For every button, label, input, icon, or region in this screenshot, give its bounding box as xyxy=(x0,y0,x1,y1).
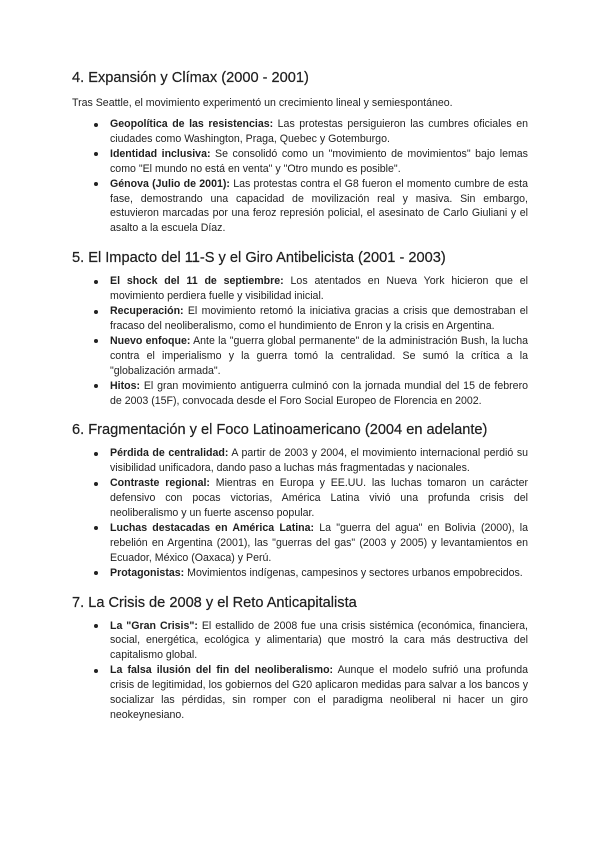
section-title: 6. Fragmentación y el Foco Latinoamericano (2004 en adelante) xyxy=(72,422,488,439)
list-item-text: Los atentados en Nueva York hicieron que el movimiento perdiera fuelle y visibilidad inicial. xyxy=(110,275,528,303)
list-item xyxy=(110,446,528,476)
list-item xyxy=(110,334,528,379)
list-item-text: El movimiento retomó la iniciativa gracias a crisis que demostraban el fracaso del neoliberalismo, como el hundimiento de Enron y la crisis en Argentina. xyxy=(110,305,528,332)
section-title: 4. Expansión y Clímax (2000 - 2001) xyxy=(72,70,309,86)
list-item xyxy=(110,147,528,177)
list-item xyxy=(110,663,528,723)
list-item-text: Mientras en Europa y EE.UU. las luchas tomaron un carácter defensivo con pocas victorias, América Latina vivió una profunda crisis del neoliberalismo y un fuerte ascenso popular. xyxy=(110,477,529,520)
list-item-text: El gran movimiento antiguerra culminó con la jornada mundial del 15 de febrero de 2003 (15F), convocada desde el Foro Social Europeo de Florencia en 2002. xyxy=(110,379,528,407)
list-item xyxy=(110,566,528,581)
list-item-text: El estallido de 2008 fue una crisis sistémica (económica, financiera, social, energética, ecológica y alimentaria) que mostró la cara más destructiva del capitalismo global. xyxy=(110,619,528,662)
list-item-term: Geopolítica de las resistencias: xyxy=(110,118,274,130)
section-title: 5. El Impacto del 11-S y el Giro Antibelicista (2001 - 2003) xyxy=(72,250,446,267)
list-item-term: Identidad inclusiva: xyxy=(110,147,211,160)
list-item-term: La falsa ilusión del fin del neoliberalismo: xyxy=(110,664,334,677)
list-item xyxy=(110,619,528,664)
list-item-term: Protagonistas: xyxy=(110,566,185,579)
list-item-text: Las protestas contra el G8 fueron el momento cumbre de esta fase, demostrando una capacidad de movilización real y masiva. Sin embargo, estuvieron marcadas por una feroz represión policial, el asesinato de Carlo Giuliani y el asalto a la escuela Díaz. xyxy=(110,177,528,235)
list-item-term: Pérdida de centralidad: xyxy=(110,447,229,460)
list-item-text: Las protestas persiguieron las cumbres oficiales en ciudades como Washington, Praga, Quebec y Gotemburgo. xyxy=(110,118,529,145)
list-item-text: Aunque el modelo sufrió una profunda crisis de legitimidad, los gobiernos del G20 aplicaron medidas para salvar a los bancos y socializar las pérdidas, sin romper con el paradigma neoliberal ni hacer un giro neokeynesiano. xyxy=(110,664,528,721)
bullet-list xyxy=(72,274,528,408)
list-item-text: Ante la "guerra global permanente" de la administración Bush, la lucha contra el imperialismo y la guerra tomó la centralidad. Se sumó la crítica a la "globalización armada". xyxy=(110,334,528,377)
list-item xyxy=(110,379,528,409)
bullet-list xyxy=(72,446,528,580)
list-item-text: Se consolidó como un "movimiento de movimientos" bajo lemas como "El mundo no está en venta" y "Otro mundo es posible". xyxy=(110,147,528,175)
section-title: 7. La Crisis de 2008 y el Reto Anticapitalista xyxy=(72,594,357,611)
list-item-term: El shock del 11 de septiembre: xyxy=(110,275,284,288)
list-item-term: Contraste regional: xyxy=(110,477,210,490)
list-item xyxy=(110,274,528,304)
bullet-list xyxy=(72,117,528,236)
list-item xyxy=(110,177,528,237)
list-item-term: Hitos: xyxy=(110,379,141,392)
list-item-term: Recuperación: xyxy=(110,305,184,318)
list-item-term: Luchas destacadas en América Latina: xyxy=(110,521,315,534)
list-item-term: La "Gran Crisis": xyxy=(110,619,198,632)
bullet-list xyxy=(72,619,528,723)
list-item xyxy=(110,521,528,566)
list-item xyxy=(110,476,528,521)
list-item-term: Génova (Julio de 2001): xyxy=(110,177,230,190)
section-4 xyxy=(72,68,528,236)
section-intro: Tras Seattle, el movimiento experimentó un crecimiento lineal y semiespontáneo. xyxy=(72,97,453,109)
list-item-term: Nuevo enfoque: xyxy=(110,334,191,347)
list-item xyxy=(110,117,528,147)
list-item xyxy=(110,304,528,334)
list-item-text: Movimientos indígenas, campesinos y sectores urbanos empobrecidos. xyxy=(184,566,523,579)
section-6 xyxy=(72,420,528,580)
section-5 xyxy=(72,248,528,408)
list-item-text: La "guerra del agua" en Bolivia (2000), la rebelión en Argentina (2001), las "guerras del gas" (2003 y 2005) y levantamientos en Ecuador, México (Oaxaca) y Perú. xyxy=(110,521,528,564)
list-item-text: A partir de 2003 y 2004, el movimiento internacional perdió su visibilidad unificadora, dando paso a luchas más fragmentadas y nacionales. xyxy=(110,447,529,475)
section-7 xyxy=(72,593,528,723)
